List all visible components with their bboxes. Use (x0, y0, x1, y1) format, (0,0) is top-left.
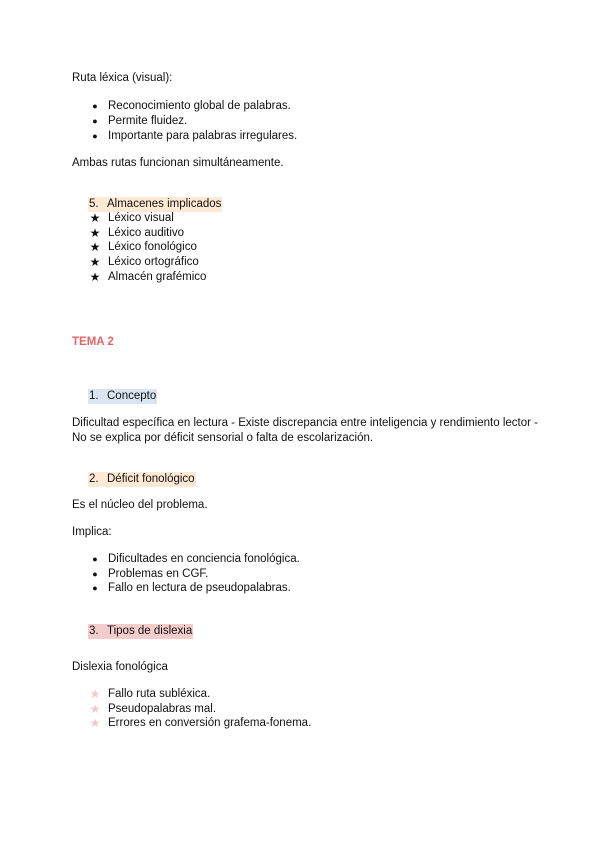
section-number: 3. (89, 625, 99, 637)
section-heading-tipos (88, 624, 193, 639)
list-item-text: Permite fluidez. (108, 115, 188, 127)
bullet-dot-icon: ● (92, 569, 98, 579)
ruta-lexica-title: Ruta léxica (visual): (72, 72, 173, 84)
list-item-text: Léxico auditivo (108, 227, 185, 239)
list-item-text: Dificultades en conciencia fonológica. (108, 553, 300, 565)
bullet-dot-icon: ● (92, 116, 98, 126)
concepto-text: Dificultad específica en lectura - Existe discrepancia entre inteligencia y rendimiento lector - No se explica por déficit sensorial o falta de escolarización. (72, 417, 538, 444)
section-title: Almacenes implicados (107, 198, 222, 210)
bullet-dot-icon: ● (92, 583, 98, 593)
section-title: Déficit fonológico (107, 473, 195, 485)
star-icon: ★ (89, 211, 101, 225)
star-icon: ★ (89, 687, 101, 701)
list-item-text: Fallo ruta subléxica. (108, 688, 211, 700)
tema-heading: TEMA 2 (72, 336, 114, 348)
star-icon: ★ (89, 255, 101, 269)
star-icon: ★ (89, 270, 101, 284)
list-item-text: Reconocimiento global de palabras. (108, 100, 291, 112)
list-item-text: Problemas en CGF. (108, 568, 209, 580)
list-item-text: Pseudopalabras mal. (108, 703, 217, 715)
list-item-text: Léxico fonológico (108, 241, 197, 253)
bullet-dot-icon: ● (92, 131, 98, 141)
section-heading-concepto (88, 389, 157, 404)
section-number: 1. (89, 390, 99, 402)
deficit-nucleo-text: Es el núcleo del problema. (72, 499, 208, 511)
ambas-rutas-text: Ambas rutas funcionan simultáneamente. (72, 157, 284, 169)
star-icon: ★ (89, 702, 101, 716)
list-item-text: Léxico visual (108, 212, 174, 224)
list-item-text: Léxico ortográfico (108, 256, 199, 268)
bullet-dot-icon: ● (92, 101, 98, 111)
star-icon: ★ (89, 226, 101, 240)
dislexia-fonologica-title: Dislexia fonológica (72, 661, 168, 673)
deficit-implica-text: Implica: (72, 526, 112, 538)
list-item-text: Importante para palabras irregulares. (108, 130, 298, 142)
section-title: Tipos de dislexia (107, 625, 193, 637)
bullet-dot-icon: ● (92, 554, 98, 564)
star-icon: ★ (89, 240, 101, 254)
section-number: 5. (89, 198, 99, 210)
section-number: 2. (89, 473, 99, 485)
section-heading-deficit (88, 472, 196, 487)
list-item-text: Fallo en lectura de pseudopalabras. (108, 582, 291, 594)
list-item-text: Almacén grafémico (108, 271, 207, 283)
star-icon: ★ (89, 716, 101, 730)
section-title: Concepto (107, 390, 157, 402)
list-item-text: Errores en conversión grafema-fonema. (108, 717, 312, 729)
section-heading-almacenes (88, 197, 222, 212)
